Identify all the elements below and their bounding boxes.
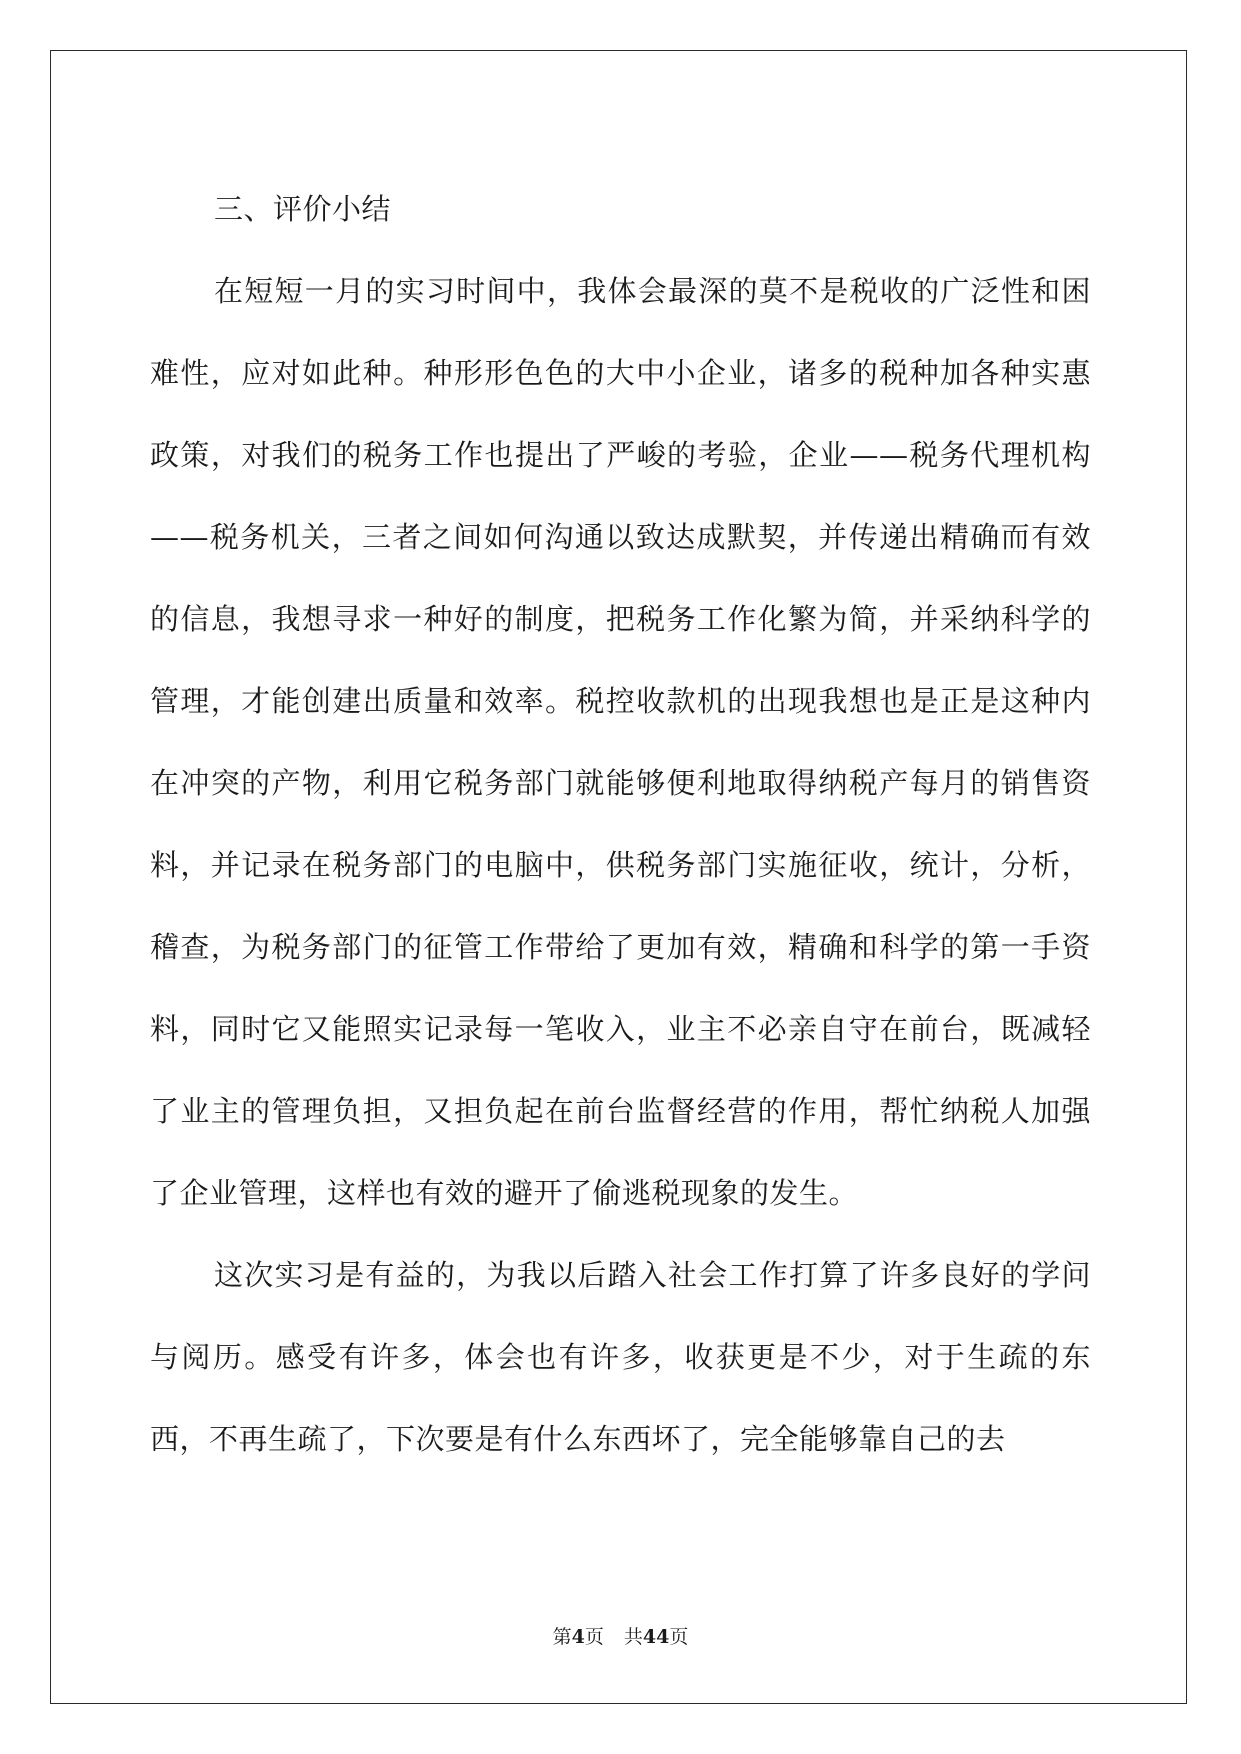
total-pages: 44	[642, 1626, 670, 1648]
total-prefix: 共	[623, 1626, 643, 1648]
page-prefix: 第	[552, 1626, 572, 1648]
total-suffix: 页	[669, 1626, 689, 1648]
section-heading: 三、评价小结	[214, 192, 392, 226]
page-number: 4	[571, 1626, 585, 1648]
page-suffix: 页	[584, 1626, 604, 1648]
paragraph-1: 在短短一月的实习时间中，我体会最深的莫不是税收的广泛性和困难性，应对如此种。种形形色色的大中小企业，诸多的税种加各种实惠政策，对我们的税务工作也提出了严峻的考验，企业——税务代理机构——税务机关，三者之间如何沟通以致达成默契，并传递出精确而有效的信息，我想寻求一种好的制度，把税务工作化繁为简，并采纳科学的管理，才能创建出质量和效率。税控收款机的出现我想也是正是这种内在冲突的产物，利用它税务部门就能够便利地取得纳税产每月的销售资料，并记录在税务部门的电脑中，供税务部门实施征收，统计，分析，稽查，为税务部门的征管工作带给了更加有效，精确和科学的第一手资料，同时它又能照实记录每一笔收入，业主不必亲自守在前台，既减轻了业主的管理负担，又担负起在前台监督经营的作用，帮忙纳税人加强了企业管理，这样也有效的避开了偷逃税现象的发生。	[150, 274, 1091, 1210]
page-footer	[0, 1622, 1241, 1649]
paragraph-2: 这次实习是有益的，为我以后踏入社会工作打算了许多良好的学问与阅历。感受有许多，体会也有许多，收获更是不少，对于生疏的东西，不再生疏了，下次要是有什么东西坏了，完全能够靠自己的去	[150, 1258, 1091, 1456]
document-body	[150, 168, 1091, 1480]
